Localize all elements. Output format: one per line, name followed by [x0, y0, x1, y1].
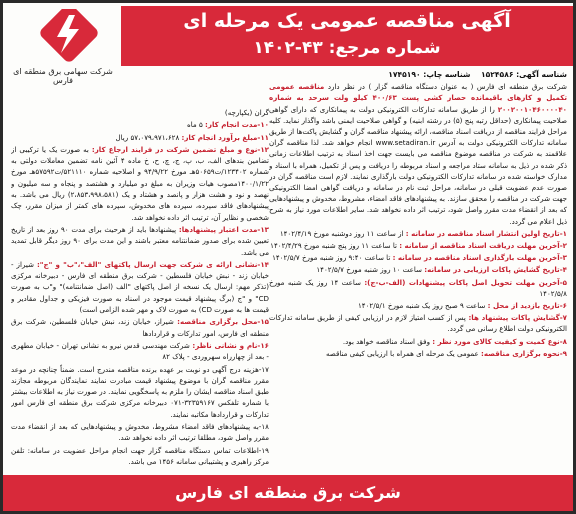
title-banner: [121, 6, 573, 66]
item-13: ۱۳-مدت اعتبار پیشنهادها: پیشنهادها باید از هرحیث برای مدت ۹۰ روز بعد از تاریخ تعیین شده برای صدور ضمانتنامه معتبر باشند و این مدت برای ۹۰ روز دیگر قابل تمدید می باشد.: [11, 224, 269, 257]
schedule-item-6: ۶-تاریخ بازدید از محل : ساعت ۹ صبح روز یک شنبه مورخ ۱۴۰۲/۵/۱: [357, 301, 567, 311]
schedule-item-1: ۱-تاریخ اولین انتشار اسناد مناقصه در سامانه : از ساعت ۱۱ روز دوشنبه مورخ ۱۴۰۲/۴/۱۹: [279, 228, 567, 238]
intro-paragraph: [269, 81, 567, 227]
item-12: ۱۲-نوع و مبلغ تضمین شرکت در فرایند ارجاع کار: به صورت یک یا ترکیبی از تضامین بندهای الف، ب، پ، ج، چ، ح، خ ماده ۴ آئین نامه تضمین معاملات دولتی به شماره ۱۲۳۴۰۲/ت۵۰۶۵۹هـ مورخ ۹۴/۹/۲۲ و اصلاحیه شماره ۵۲۱۱۱۰/ت۵۷۵۹۲هـ مورخ ۱۴۰۰/۱/۲۲مصوب هیات وزیران به مبلغ دو میلیارد و هشتصد و پنجاه و سه میلیون و نهصد و نود و هشت هزار و پانصد و هشتاد و یک (۲،۸۵۳،۹۹۸،۵۸۱) ریال می باشد. به پیشنهادهای فاقد سپرده، سپرده های مخدوش، سپرده های کمتر از میزان مقرر، چک شخصی و نظایر آن، ترتیب اثر داده نخواهد شد.: [11, 144, 269, 222]
item-18: ۱۸-به پیشنهادهای فاقد امضاء مشروط، مخدوش و پیشنهادهایی که بعد از انقضاء مدت مقرر واصل شود، مطلقا ترتیب اثر داده نخواهد شد.: [11, 422, 269, 443]
reference-number: شماره مرجع: ۴۳-۱۴۰۲: [253, 38, 441, 58]
ad-column-right: [269, 69, 567, 469]
schedule-item-8: ۸-نوع کمیت و کیفیت کالای مورد نظر : وفق اسناد مناقصه خواهد بود.: [342, 336, 567, 346]
item-16: ۱۶-نام و نشانی ناظر: شرکت مهندسی قدس نیرو به نشانی تهران - خیابان مطهری - بعد از چهارراه سهروردی - پلاک ۸۲: [11, 340, 269, 362]
logo-org-name: شرکت سهامی برق منطقه ای فارس: [13, 67, 113, 85]
ad-column-left: [11, 107, 269, 473]
item-10: ۱۰-مدت انجام کار: ۵ ماه: [187, 120, 269, 130]
section-top: گران (یکپارچه): [224, 108, 269, 117]
ad-title: آگهی مناقصه عمومی یک مرحله ای: [183, 10, 511, 32]
item-15: ۱۵-محل برگزاری مناقصه: شیراز، خیابان زند، نبش خیابان فلسطین، شرکت برق منطقه ای فارس، امور تدارکات و قراردادها: [11, 317, 269, 338]
intro-text: شرکت برق منطقه ای فارس ( به عنوان دستگاه مناقصه گزار ) در نظر دارد: [327, 82, 567, 92]
item-17: ۱۷-هزینه درج آگهی دو نوبت بر عهده برنده مناقصه مندرج است. ضمناً چنانچه در موعد مقرر مناقصه گران با موضوع پیشنهاد قیمت مبادرت نمایند نمایندگان مربوطه مجازند طبق اسناد مناقصه ایشان را ملزم به پاسخگویی نمایند. در صورت نیاز به اطلاعات بیشتر با شماره تلفکس ۳۲۳۵۹۱۶۷-۰۷۱ دبیرخانه مرکزی شرکت برق منطقه ای فارس امور تدارکات و قراردادها مکاتبه نمایند.: [11, 364, 269, 419]
schedule-item-5: ۵-آخرین مهلت تحویل اصل پاکات پیشنهادات (الف-ب-ج): ساعت ۱۴ روز یک شنبه مورخ ۱۴۰۲/۵/۸: [269, 277, 567, 298]
schedule-item-3: ۳-آخرین مهلت بارگذاری اسناد مناقصه در سامانه : تا ساعت ۹:۴۰ روز شنبه مورخ ۱۴۰۲/۵/۷: [272, 253, 567, 263]
schedule-item-9: ۹-نحوه برگزاری مناقصه: عمومی یک مرحله ای همراه با ارزیابی کیفی مناقصه: [325, 348, 567, 358]
item-14: ۱۴-نشانی ارائه ی شرکت جهت ارسال پاکتهای "الف"،"ب" و "ج": شیراز - خیابان زند - نبش خیابان فلسطین - شرکت برق منطقه ای فارس - دبیرخانه مرکزی (تذکر مهم: ارسال یک نسخه از اصل پاکتهای "الف (اصل ضمانتنامه)" و"ب به صورت CD" و "ج (برگ پیشنهاد قیمت موجود در اسناد به صورت فیزیکی و جداول مقادیر و قیمت ها به صورت CD) به صورت لاک و مهر شده الزامی است): [11, 259, 269, 315]
schedule-item-2: ۲-آخرین مهلت دریافت اسناد مناقصه از سامانه : تا ساعت ۱۱ روز پنج شنبه مورخ ۱۴۰۲/۴/۲۹: [270, 241, 567, 251]
ad-id: شناسه آگهی: ۱۵۲۴۵۸۶: [481, 70, 567, 79]
schedule-item-7: ۷-گشایش پاکات پیشنهاد ها: پس از کسب امتیاز لازم در ارزیابی کیفی از طریق سامانه تدارکات الکترونیکی دولت اطلاع رسانی می گردد.: [269, 313, 567, 334]
intro-body: را از طریق سامانه تدارکات الکترونیکی دولت به پیمانکاری که دارای گواهی صلاحیت پیمانکاری (حداقل رتبه پنج (۵) در رشته ابنیه) و گواهی صلاحیت ایمنی باشد واگذار نماید. کلیه مراحل فرایند مناقصه از دریافت اسناد مناقصه، ارائه پیشنهاد مناقصه گران و گشایش پاکت‌ها از طریق سامانه تدارکات الکترونیکی دولت به آدرس www.setadiran.ir انجام خواهد شد. لذا مناقصه گران علاقمند به شرکت در مناقصه موضوع مناقصه می بایست جهت اخذ اسناد به ترتیب اطلاعات زمانی ذکر شده در ذیل به سامانه ستاد مراجعه و اسناد مربوطه را دریافت و پس از تکمیل، همراه با اسناد و مدارک خواسته شده در سامانه تدارکات الکترونیکی دولت بارگذاری نمایند. لازم است مناقصه گران در صورت عدم عضویت قبلی در سامانه، مراحل ثبت نام در سامانه و دریافت گواهی امضا الکترونیکی جهت شرکت در مناقصه را محقق سازند. به پیشنهادهای فاقد امضاء، مشروط، مخدوش و پیشنهادهایی که بعد از انقضاء مدت مقرر واصل شود، ترتیب اثر داده نخواهد شد. سایر اطلاعات مورد نیاز به شرح ذیل اعلام می گردد.: [269, 104, 567, 226]
schedule-item-4: ۴-تاریخ گشایش پاکات ارزیابی در سامانه: ساعت ۱۰ روز شنبه مورخ ۱۴۰۲/۵/۷: [316, 265, 567, 275]
item-19: ۱۹-اطلاعات تماس دستگاه مناقصه گزار جهت انجام مراحل عضویت در سامانه: تلفن مرکز راهبری و پشتیبانی سامانه ۱۴۵۶ می باشد.: [11, 445, 269, 466]
ad-meta: [269, 69, 567, 80]
item-11: ۱۱-مبلغ برآورد انجام کار: ۵۷،۰۷۹،۹۷۱،۶۲۸ ریال: [115, 132, 269, 142]
tender-subject: مناقصه عمومی تکمیل و کارهای باقیمانده حصار کشی پست ۴۰۰/۶۳ کیلو ولت سرحد به شماره ۲۰۰۲۰۰۱۰۴۶۰۰۰۰۴۰: [269, 82, 567, 114]
print-id: شناسه چاپ: ۱۷۴۵۱۹۰: [388, 70, 471, 79]
footer-banner: شرکت برق منطقه ای فارس: [3, 475, 573, 511]
